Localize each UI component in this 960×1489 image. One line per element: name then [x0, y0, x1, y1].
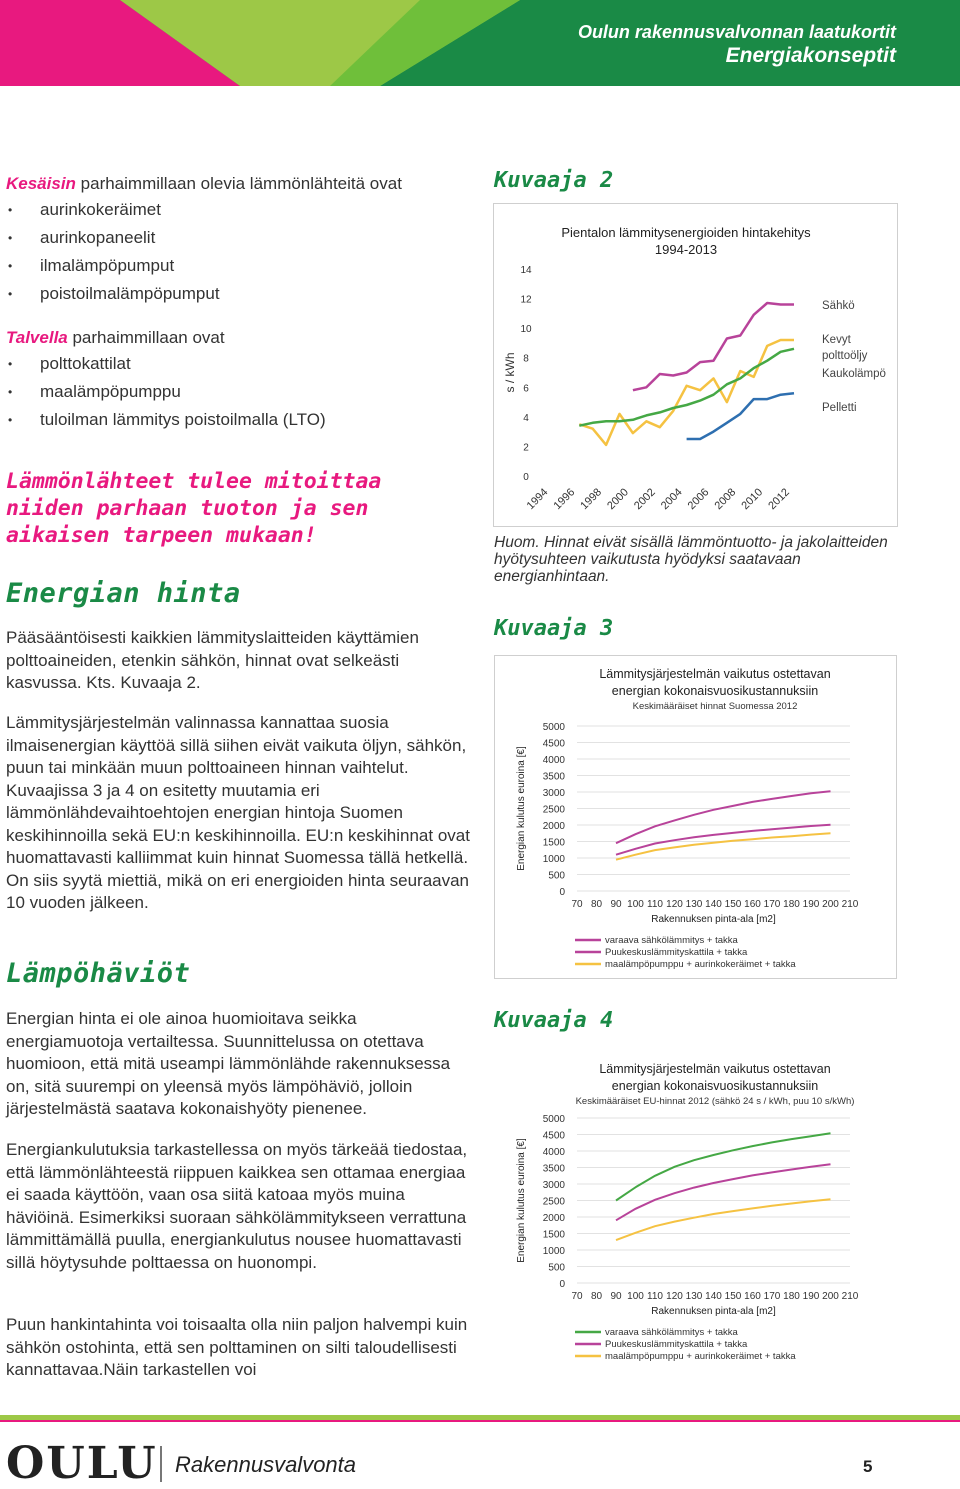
chart-2-frame — [493, 203, 898, 527]
y-tick-label: 10 — [520, 324, 532, 336]
winter-lead: Talvella — [6, 328, 68, 347]
kuvaaja-3-heading: Kuvaaja 3 — [494, 616, 614, 641]
y-axis-label: s / kWh — [503, 352, 517, 393]
chart-subtitle: Keskimääräiset hinnat Suomessa 2012 — [632, 701, 798, 712]
x-tick-label: 180 — [783, 899, 800, 910]
x-tick-label: 180 — [783, 1291, 800, 1302]
x-tick-label: 140 — [705, 1291, 722, 1302]
legend-label: varaava sähkölämmitys + takka — [605, 1327, 738, 1338]
x-tick-label: 210 — [841, 899, 859, 910]
winter-block — [6, 326, 476, 434]
banner-graphic — [0, 0, 960, 86]
x-tick-label: 110 — [647, 1291, 663, 1302]
chart-title: Lämmitysjärjestelmän vaikutus ostettavan — [599, 667, 831, 681]
x-tick-label: 160 — [744, 899, 761, 910]
oulu-logo: OULU — [6, 1438, 158, 1489]
legend-label: Puukeskuslämmityskattila + takka — [605, 1339, 748, 1350]
y-axis-label: Energian kulutus euroina [€] — [516, 1138, 527, 1263]
y-tick-label: 4500 — [542, 738, 565, 750]
series-line-2 — [616, 833, 831, 859]
y-axis-label: Energian kulutus euroina [€] — [516, 746, 527, 871]
y-tick-label: 0 — [523, 472, 529, 483]
winter-item: • tuloilman lämmitys poistoilmalla (LTO) — [6, 406, 476, 434]
x-tick-label: 110 — [647, 899, 663, 910]
x-tick-label: 150 — [724, 899, 742, 910]
y-tick-label: 1000 — [542, 854, 565, 865]
x-tick-label: 170 — [763, 1291, 781, 1302]
series-line-0 — [616, 1133, 831, 1200]
page-number: 5 — [863, 1457, 873, 1476]
x-tick-label: 1994 — [524, 486, 551, 513]
x-tick-label: 80 — [590, 1291, 603, 1302]
y-tick-label: 500 — [548, 1262, 565, 1274]
header-title: Oulun rakennusvalvonnan laatukortit — [577, 22, 896, 42]
summer-item: • aurinkokeräimet — [6, 196, 476, 224]
y-tick-label: 2000 — [542, 1213, 565, 1224]
x-tick-label: 130 — [685, 1291, 703, 1302]
x-tick-label: 2006 — [685, 486, 712, 513]
chart-4-frame — [494, 1047, 897, 1381]
y-tick-label: 14 — [520, 265, 532, 276]
summer-item: • ilmalämpöpumput — [6, 252, 476, 280]
y-tick-label: 1500 — [542, 837, 565, 849]
x-tick-label: 170 — [763, 899, 781, 910]
heading-heat-loss: Lämpöhäviöt — [6, 958, 191, 989]
x-tick-label: 1996 — [551, 486, 578, 513]
paragraph-price-2: Lämmitysjärjestelmän valinnassa kannattaa suosia ilmaisenergian käyttöä sillä siihen eivät vaikuta öljyn, sähkön, puun tai minkään muun polttoaineen hinnan vaihtelut. Kuvaajissa 3 ja 4 on esitetty muutamia eri lämmönlähdevaihtoehtojen energian hintoja Suomen keskihinnoilla sekä EU:n keskihinnoilla. EU:n keskihinnat ovat huomattavasti kalliimmat kuin hinnat Suomessa tällä hetkellä. On siis syytä miettiä, mikä on eri energioiden hinta seuraavan 10 vuoden jälkeen. — [6, 713, 470, 912]
x-tick-label: 2008 — [712, 486, 739, 513]
chart-title: Pientalon lämmitysenergioiden hintakehitys — [561, 225, 811, 240]
x-tick-label: 70 — [571, 899, 583, 910]
x-tick-label: 90 — [610, 899, 622, 910]
chart-title: 1994-2013 — [654, 242, 718, 257]
x-tick-label: 210 — [841, 1291, 859, 1302]
x-tick-label: 1998 — [578, 486, 605, 513]
y-tick-label: 8 — [523, 353, 529, 365]
y-tick-label: 0 — [559, 1279, 565, 1290]
x-axis-label: Rakennuksen pinta-ala [m2] — [651, 914, 776, 925]
summer-item: • aurinkopaneelit — [6, 224, 476, 252]
x-tick-label: 80 — [590, 899, 603, 910]
y-tick-label: 3000 — [542, 1180, 565, 1191]
summer-block — [6, 172, 476, 308]
x-tick-label: 70 — [571, 1291, 583, 1302]
y-tick-label: 4000 — [542, 755, 565, 766]
chart-3-frame — [494, 655, 897, 979]
legend-label: Sähkö — [822, 300, 855, 312]
winter-item: • maalämpöpumppu — [6, 378, 476, 406]
y-tick-label: 2 — [523, 442, 529, 454]
x-axis-label: Rakennuksen pinta-ala [m2] — [651, 1306, 776, 1317]
paragraph-loss-3: Puun hankintahinta voi toisaalta olla niin paljon halvempi kuin sähkön ostohinta, että sen polttaminen on silti taloudellisesti kannattavaa.Näin tarkastellen voi — [6, 1315, 468, 1379]
y-tick-label: 5000 — [542, 722, 565, 733]
x-tick-label: 200 — [822, 1291, 839, 1302]
legend-label: maalämpöpumppu + aurinkokeräimet + takka — [605, 959, 796, 970]
x-tick-label: 120 — [666, 899, 683, 910]
y-tick-label: 5000 — [542, 1114, 565, 1125]
y-tick-label: 4000 — [542, 1147, 565, 1158]
y-tick-label: 2500 — [542, 804, 565, 816]
chart-title: Lämmitysjärjestelmän vaikutus ostettavan — [599, 1062, 831, 1076]
x-tick-label: 2012 — [766, 486, 793, 513]
winter-text: parhaimmillaan ovat — [67, 328, 225, 347]
x-tick-label: 2002 — [632, 486, 658, 513]
x-tick-label: 200 — [822, 899, 839, 910]
y-tick-label: 500 — [548, 870, 565, 882]
legend-label: Puukeskuslämmityskattila + takka — [605, 947, 748, 958]
x-tick-label: 2004 — [658, 486, 685, 513]
x-tick-label: 130 — [685, 899, 703, 910]
paragraph-price-1: Pääsääntöisesti kaikkien lämmityslaitteiden käyttämien polttoaineiden, etenkin sähkön, hinnat ovat selkeästi kasvussa. Kts. Kuvaaja 2. — [6, 628, 419, 692]
winter-item: • polttokattilat — [6, 350, 476, 378]
chart-title: energian kokonaisvuosikustannuksiin — [611, 1079, 819, 1093]
y-tick-label: 6 — [523, 383, 529, 395]
series-line-0 — [633, 303, 794, 390]
y-tick-label: 4500 — [542, 1130, 565, 1142]
chart-title: energian kokonaisvuosikustannuksiin — [611, 684, 819, 698]
legend-label: polttoöljy — [822, 350, 868, 362]
x-tick-label: 150 — [724, 1291, 742, 1302]
y-tick-label: 12 — [520, 294, 532, 306]
y-tick-label: 0 — [559, 887, 565, 898]
x-tick-label: 100 — [627, 1291, 644, 1302]
y-tick-label: 1000 — [542, 1246, 565, 1257]
x-tick-label: 120 — [666, 1291, 683, 1302]
slogan: Lämmönlähteet tulee mitoittaa niiden parhaan tuoton ja sen aikaisen tarpeen mukaan! — [6, 469, 382, 548]
x-tick-label: 160 — [744, 1291, 761, 1302]
y-tick-label: 3500 — [542, 771, 565, 783]
legend-label: Kevyt — [822, 334, 851, 346]
series-line-1 — [579, 340, 794, 445]
y-tick-label: 3000 — [542, 788, 565, 799]
x-tick-label: 190 — [802, 1291, 820, 1302]
legend-label: Pelletti — [822, 402, 857, 414]
kuvaaja-4-heading: Kuvaaja 4 — [494, 1008, 614, 1033]
x-tick-label: 90 — [610, 1291, 622, 1302]
chart-eu-costs — [495, 1048, 896, 1380]
chart-note: Huom. Hinnat eivät sisällä lämmöntuotto- ja jakolaitteiden hyötysuhteen vaikutusta hyödyksi saatavaan energianhintaan. — [494, 534, 888, 585]
x-tick-label: 100 — [627, 899, 644, 910]
logo-separator — [160, 1446, 162, 1482]
kuvaaja-2-heading: Kuvaaja 2 — [494, 168, 614, 193]
summer-lead: Kesäisin — [6, 174, 76, 193]
summer-text: parhaimmillaan olevia lämmönlähteitä ovat — [75, 174, 402, 193]
chart-subtitle: Keskimääräiset EU-hinnat 2012 (sähkö 24 s / kWh, puu 10 s/kWh) — [575, 1096, 855, 1107]
department-name: Rakennusvalvonta — [175, 1452, 357, 1477]
x-tick-label: 2010 — [739, 486, 766, 513]
y-tick-label: 2000 — [542, 821, 565, 832]
footer-divider-accent — [0, 1420, 960, 1422]
x-tick-label: 140 — [705, 899, 722, 910]
paragraph-loss-2: Energiankulutuksia tarkastellessa on myös tärkeää tiedostaa, että lämmönlähteestä riippuen kaikkea sen ottamaa energiaa ei saada käyttöön, vaan osa siitä katoaa myös muina häviöinä. Esimerkiksi suoraan sähkölämmitykseen verrattuna lämmittämällä puulla, energiankulutus nousee huomattavasti sillä höytysuhde polttaessa on huonompi. — [6, 1140, 468, 1272]
chart-finland-costs — [495, 656, 896, 978]
y-tick-label: 4 — [523, 412, 529, 424]
legend-label: Kaukolämpö — [822, 368, 886, 380]
heading-energy-price: Energian hinta — [6, 578, 241, 609]
x-tick-label: 2000 — [605, 486, 631, 513]
x-tick-label: 190 — [802, 899, 820, 910]
legend-label: maalämpöpumppu + aurinkokeräimet + takka — [605, 1351, 796, 1362]
header-subtitle: Energiakonseptit — [725, 44, 896, 67]
paragraph-loss-1: Energian hinta ei ole ainoa huomioitava seikka energiamuotoja vertailtessa. Suunnittelussa on otettava huomioon, että mitä useampi lämmönlähde rakennuksessa on, sitä suurempi on yleensä myös lämpöhäviö, jolloin järjestelmästä saatava kokonaishyöty pienenee. — [6, 1009, 451, 1118]
chart-price-history — [494, 204, 897, 526]
y-tick-label: 1500 — [542, 1229, 565, 1241]
y-tick-label: 3500 — [542, 1163, 565, 1175]
y-tick-label: 2500 — [542, 1196, 565, 1208]
legend-label: varaava sähkölämmitys + takka — [605, 935, 738, 946]
summer-item: • poistoilmalämpöpumput — [6, 280, 476, 308]
header-banner — [0, 0, 960, 86]
